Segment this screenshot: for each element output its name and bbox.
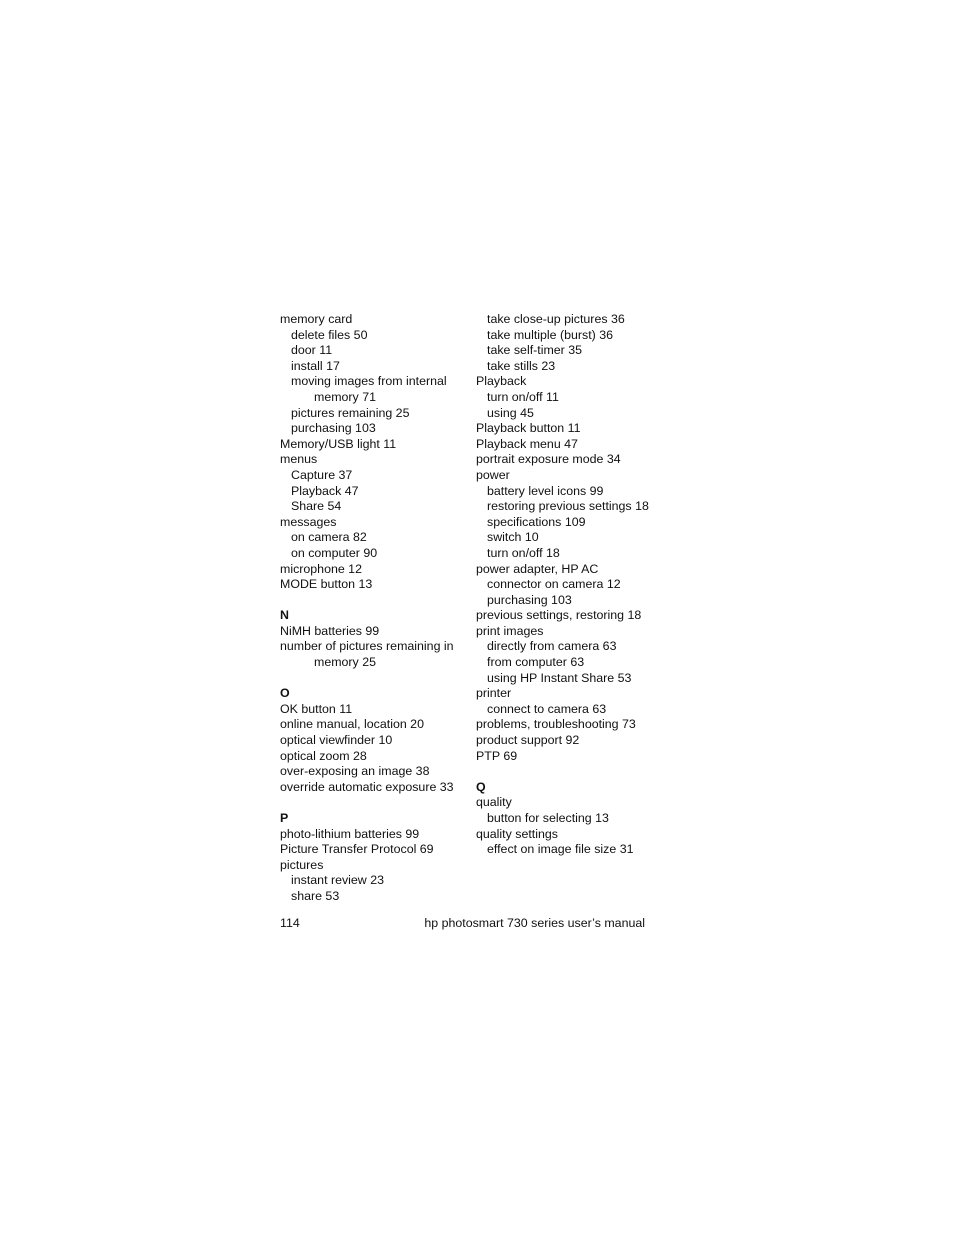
index-subentry: moving images from internal	[291, 374, 447, 389]
index-entry: MODE button 13	[280, 577, 373, 592]
index-subentry: purchasing 103	[291, 421, 376, 436]
index-entry: microphone 12	[280, 561, 362, 576]
index-subentry: Capture 37	[291, 467, 353, 482]
index-subentry: on computer 90	[291, 545, 378, 560]
index-column-left	[280, 312, 470, 905]
index-entry: problems, troubleshooting 73	[476, 717, 636, 732]
index-subentry: battery level icons 99	[487, 483, 604, 498]
index-subentry: take stills 23	[487, 358, 556, 373]
index-subentry: effect on image file size 31	[487, 842, 634, 857]
index-entry: Picture Transfer Protocol 69	[280, 842, 434, 857]
index-subentry: door 11	[291, 343, 333, 358]
index-entry: online manual, location 20	[280, 717, 424, 732]
index-subentry: connect to camera 63	[487, 701, 607, 716]
index-subentry: share 53	[291, 888, 340, 903]
index-subentry: using HP Instant Share 53	[487, 670, 632, 685]
index-subentry: take multiple (burst) 36	[487, 327, 614, 342]
index-subentry: instant review 23	[291, 873, 384, 888]
index-entry: photo-lithium batteries 99	[280, 826, 420, 841]
index-subentry: memory 71	[314, 389, 376, 404]
index-subentry: memory 25	[314, 655, 376, 670]
index-subentry: connector on camera 12	[487, 577, 621, 592]
index-entry: previous settings, restoring 18	[476, 608, 642, 623]
index-entry: quality	[476, 795, 512, 810]
index-entry: messages	[280, 514, 337, 529]
section-gap	[476, 764, 656, 780]
index-subentry: switch 10	[487, 530, 539, 545]
manual-title: hp photosmart 730 series user’s manual	[424, 916, 645, 930]
index-subentry: purchasing 103	[487, 592, 572, 607]
section-gap	[280, 795, 470, 811]
index-subentry: on camera 82	[291, 530, 367, 545]
index-entry: print images	[476, 623, 544, 638]
index-entry: PTP 69	[476, 748, 518, 763]
page-number: 114	[280, 916, 300, 930]
index-section-letter: O	[280, 686, 290, 701]
index-column-right	[476, 312, 656, 858]
index-subentry: from computer 63	[487, 655, 585, 670]
section-gap	[280, 671, 470, 687]
index-subentry: specifications 109	[487, 514, 586, 529]
index-entry: optical viewfinder 10	[280, 733, 393, 748]
index-entry: number of pictures remaining in	[280, 639, 454, 654]
index-entry: product support 92	[476, 733, 580, 748]
index-subentry: button for selecting 13	[487, 811, 609, 825]
section-gap	[280, 593, 470, 609]
index-entry: Playback menu 47	[476, 436, 578, 451]
index-subentry: install 17	[291, 358, 340, 373]
index-entry: menus	[280, 452, 318, 467]
index-entry: quality settings	[476, 826, 558, 841]
index-section-letter: P	[280, 811, 289, 825]
index-entry: override automatic exposure 33	[280, 779, 454, 794]
index-entry: power adapter, HP AC	[476, 561, 599, 576]
index-subentry: take close-up pictures 36	[487, 312, 625, 326]
index-subentry: restoring previous settings 18	[487, 499, 649, 514]
index-entry: portrait exposure mode 34	[476, 452, 621, 467]
index-subentry: using 45	[487, 405, 534, 420]
index-subentry: Share 54	[291, 499, 342, 514]
index-entry: over-exposing an image 38	[280, 764, 430, 779]
index-subentry: directly from camera 63	[487, 639, 617, 654]
index-subentry: turn on/off 18	[487, 545, 560, 560]
index-entry: printer	[476, 686, 512, 701]
index-subentry: take self-timer 35	[487, 343, 583, 358]
index-entry: power	[476, 467, 510, 482]
index-entry: Playback button 11	[476, 421, 581, 436]
index-subentry: turn on/off 11	[487, 389, 559, 404]
index-entry: pictures	[280, 857, 324, 872]
index-entry: NiMH batteries 99	[280, 623, 380, 638]
index-entry: memory card	[280, 312, 353, 326]
index-section-letter: N	[280, 608, 289, 623]
index-entry: OK button 11	[280, 701, 353, 716]
index-subentry: Playback 47	[291, 483, 359, 498]
index-section-letter: Q	[476, 779, 486, 794]
index-entry: Playback	[476, 374, 527, 389]
index-entry: optical zoom 28	[280, 748, 367, 763]
index-subentry: delete files 50	[291, 327, 368, 342]
index-subentry: pictures remaining 25	[291, 405, 410, 420]
index-entry: Memory/USB light 11	[280, 436, 397, 451]
